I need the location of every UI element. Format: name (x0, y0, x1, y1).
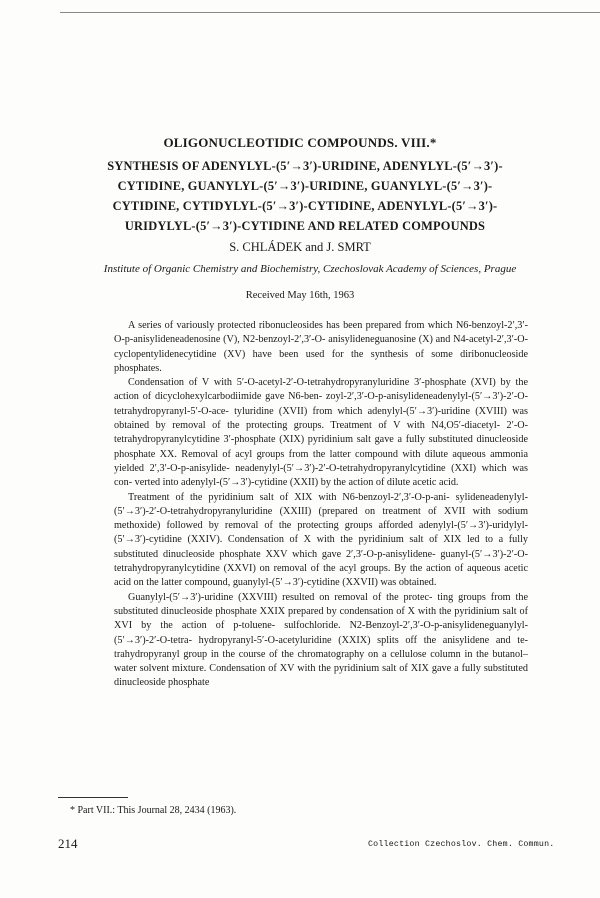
body-line: which N6-benzoyl-2′,3′-O-p-anisylideneadenosine (V), N2-benzoyl-2′,3′-O- (114, 320, 529, 346)
abstract-body (114, 319, 528, 691)
title-line: CYTIDINE, GUANYLYL-(5′→3′)-URIDINE, GUANYLYL-(5′→3′)- (117, 179, 493, 193)
paragraph (114, 591, 528, 691)
title-line: SYNTHESIS OF ADENYLYL-(5′→3′)-URIDINE, ADENYLYL-(5′→3′)- (107, 159, 503, 173)
paragraph (114, 491, 528, 591)
body-line: the latter compound with dilute aqueous ammonia yielded 2′,3′-O-p-anisylide- (114, 448, 528, 474)
body-line: on treatment of XVII with sodium methoxide) followed by removal of the (114, 505, 528, 532)
title-line: CYTIDINE, CYTIDYLYL-(5′→3′)-CYTIDINE, ADENYLYL-(5′→3′)- (112, 199, 498, 213)
body-line: pyridinium salt of XIX gave a fully substituted dinucleoside phosphate (114, 663, 528, 689)
body-line: anisylideneguanosine (X) and N4-acetyl-2′,3′-O-cyclopentylidenecytidine (114, 334, 528, 360)
body-line: by removal of the protecting groups. Treatment of V with N4,O5′-diacetyl- (155, 420, 501, 432)
authors: S. CHLÁDEK and J. SMRT (229, 240, 371, 254)
paragraph (114, 376, 528, 490)
body-line: guanylyl-(5′→3′)-cytidine (XXVII) was obtained. (232, 577, 437, 589)
institution: Institute of Organic Chemistry and Biochemistry, Czechoslovak Academy of Sciences, Prague (103, 263, 517, 275)
body-line: tyluridine (XVII) from which adenylyl-(5′→3′)-uridine (XVIII) was obtained (114, 405, 529, 432)
body-line: acid. (438, 477, 459, 489)
article-title (70, 156, 540, 236)
body-line: zoyl-2′,3′-O-p-anisylideneadenylyl-(5′→3′)-2′-O-tetrahydropyranyl-5′-O-ace- (114, 391, 528, 417)
body-line: 3′-phosphate (XVI) by the action of dicyclohexylcarbodiimide gave N6-ben- (114, 377, 528, 403)
body-line: protecting groups afforded adenylyl-(5′→3′)-uridylyl-(5′→3′)-cytidine (114, 520, 528, 546)
body-line: verted into adenylyl-(5′→3′)-cytidine (XXII) by the action of dilute acetic (134, 477, 437, 489)
body-line: trahydropyranyl group in the course of the chromatography on a cellulose (114, 648, 427, 660)
body-line: (XV) have been used for the synthesis of some diribonucleoside phosphates. (114, 348, 528, 374)
title-line: URIDYLYL-(5′→3′)-CYTIDINE AND RELATED COMPOUNDS (124, 219, 486, 233)
body-line: Condensation of V with 5′-O-acetyl-2′-O-tetrahydropyranyluridine (128, 377, 410, 389)
top-rule (60, 12, 600, 13)
body-line: neadenylyl-(5′→3′)-2′-O-tetrahydropyranylcytidine (XXI) which was con- (114, 462, 529, 489)
body-line: Guanylyl-(5′→3′)-uridine (XXVIII) resulted on removal of the protec- (128, 591, 433, 603)
footnote-rule (58, 797, 128, 798)
body-line: substituted dinucleoside phosphate XXV which gave 2′,3′-O-p-anisylidene- (114, 548, 436, 560)
body-line: acyl groups. By the action of aqueous acetic acid on the latter compound, (114, 563, 528, 589)
page-number: 214 (58, 836, 78, 851)
body-line: guanyl-(5′→3′)-2′-O-tetrahydropyranylcytidine (XXVI) on removal of the (114, 548, 529, 575)
journal-name: Collection Czechoslov. Chem. Commun. (368, 840, 555, 849)
body-line: (XXIV). Condensation of X with the pyridinium salt of XIX led to a fully (187, 534, 529, 546)
body-line: sylideneadenylyl-(5′→3′)-2′-O-tetrahydropyranyluridine (XXIII) (prepared (114, 491, 528, 517)
body-line: column in the butanol–water solvent mixture. Condensation of XV with the (114, 648, 529, 675)
body-line: hydropyranyl-5′-O-acetyluridine (XXIX) splits off the anisylidene and te- (198, 634, 528, 646)
body-line: sulfochloride. N2-Benzoyl-2′,3′-O-p-anisylideneguanylyl-(5′→3′)-2′-O-tetra- (114, 620, 529, 646)
body-line: A series of variously protected ribonucleosides has been prepared from (128, 320, 425, 331)
body-line: a fully substituted dinucleoside phosphate XX. Removal of acyl groups from (114, 434, 529, 460)
paragraph (114, 319, 528, 376)
body-line: condensation of X with the pyridinium salt of XVI by the action of p-toluene- (114, 605, 528, 632)
footnote: * Part VII.: This Journal 28, 2434 (1963). (70, 805, 237, 816)
series-title: OLIGONUCLEOTIDIC COMPOUNDS. VIII.* (163, 135, 437, 150)
body-line: ting groups from the substituted dinucleoside phosphate XXIX prepared by (114, 591, 528, 617)
body-line: 2′-O-tetrahydropyranylcytidine 3′-phosphate (XIX) pyridinium salt gave (114, 420, 528, 446)
received-date: Received May 16th, 1963 (245, 290, 355, 301)
body-line: Treatment of the pyridinium salt of XIX with N6-benzoyl-2′,3′-O-p-ani- (128, 491, 450, 503)
